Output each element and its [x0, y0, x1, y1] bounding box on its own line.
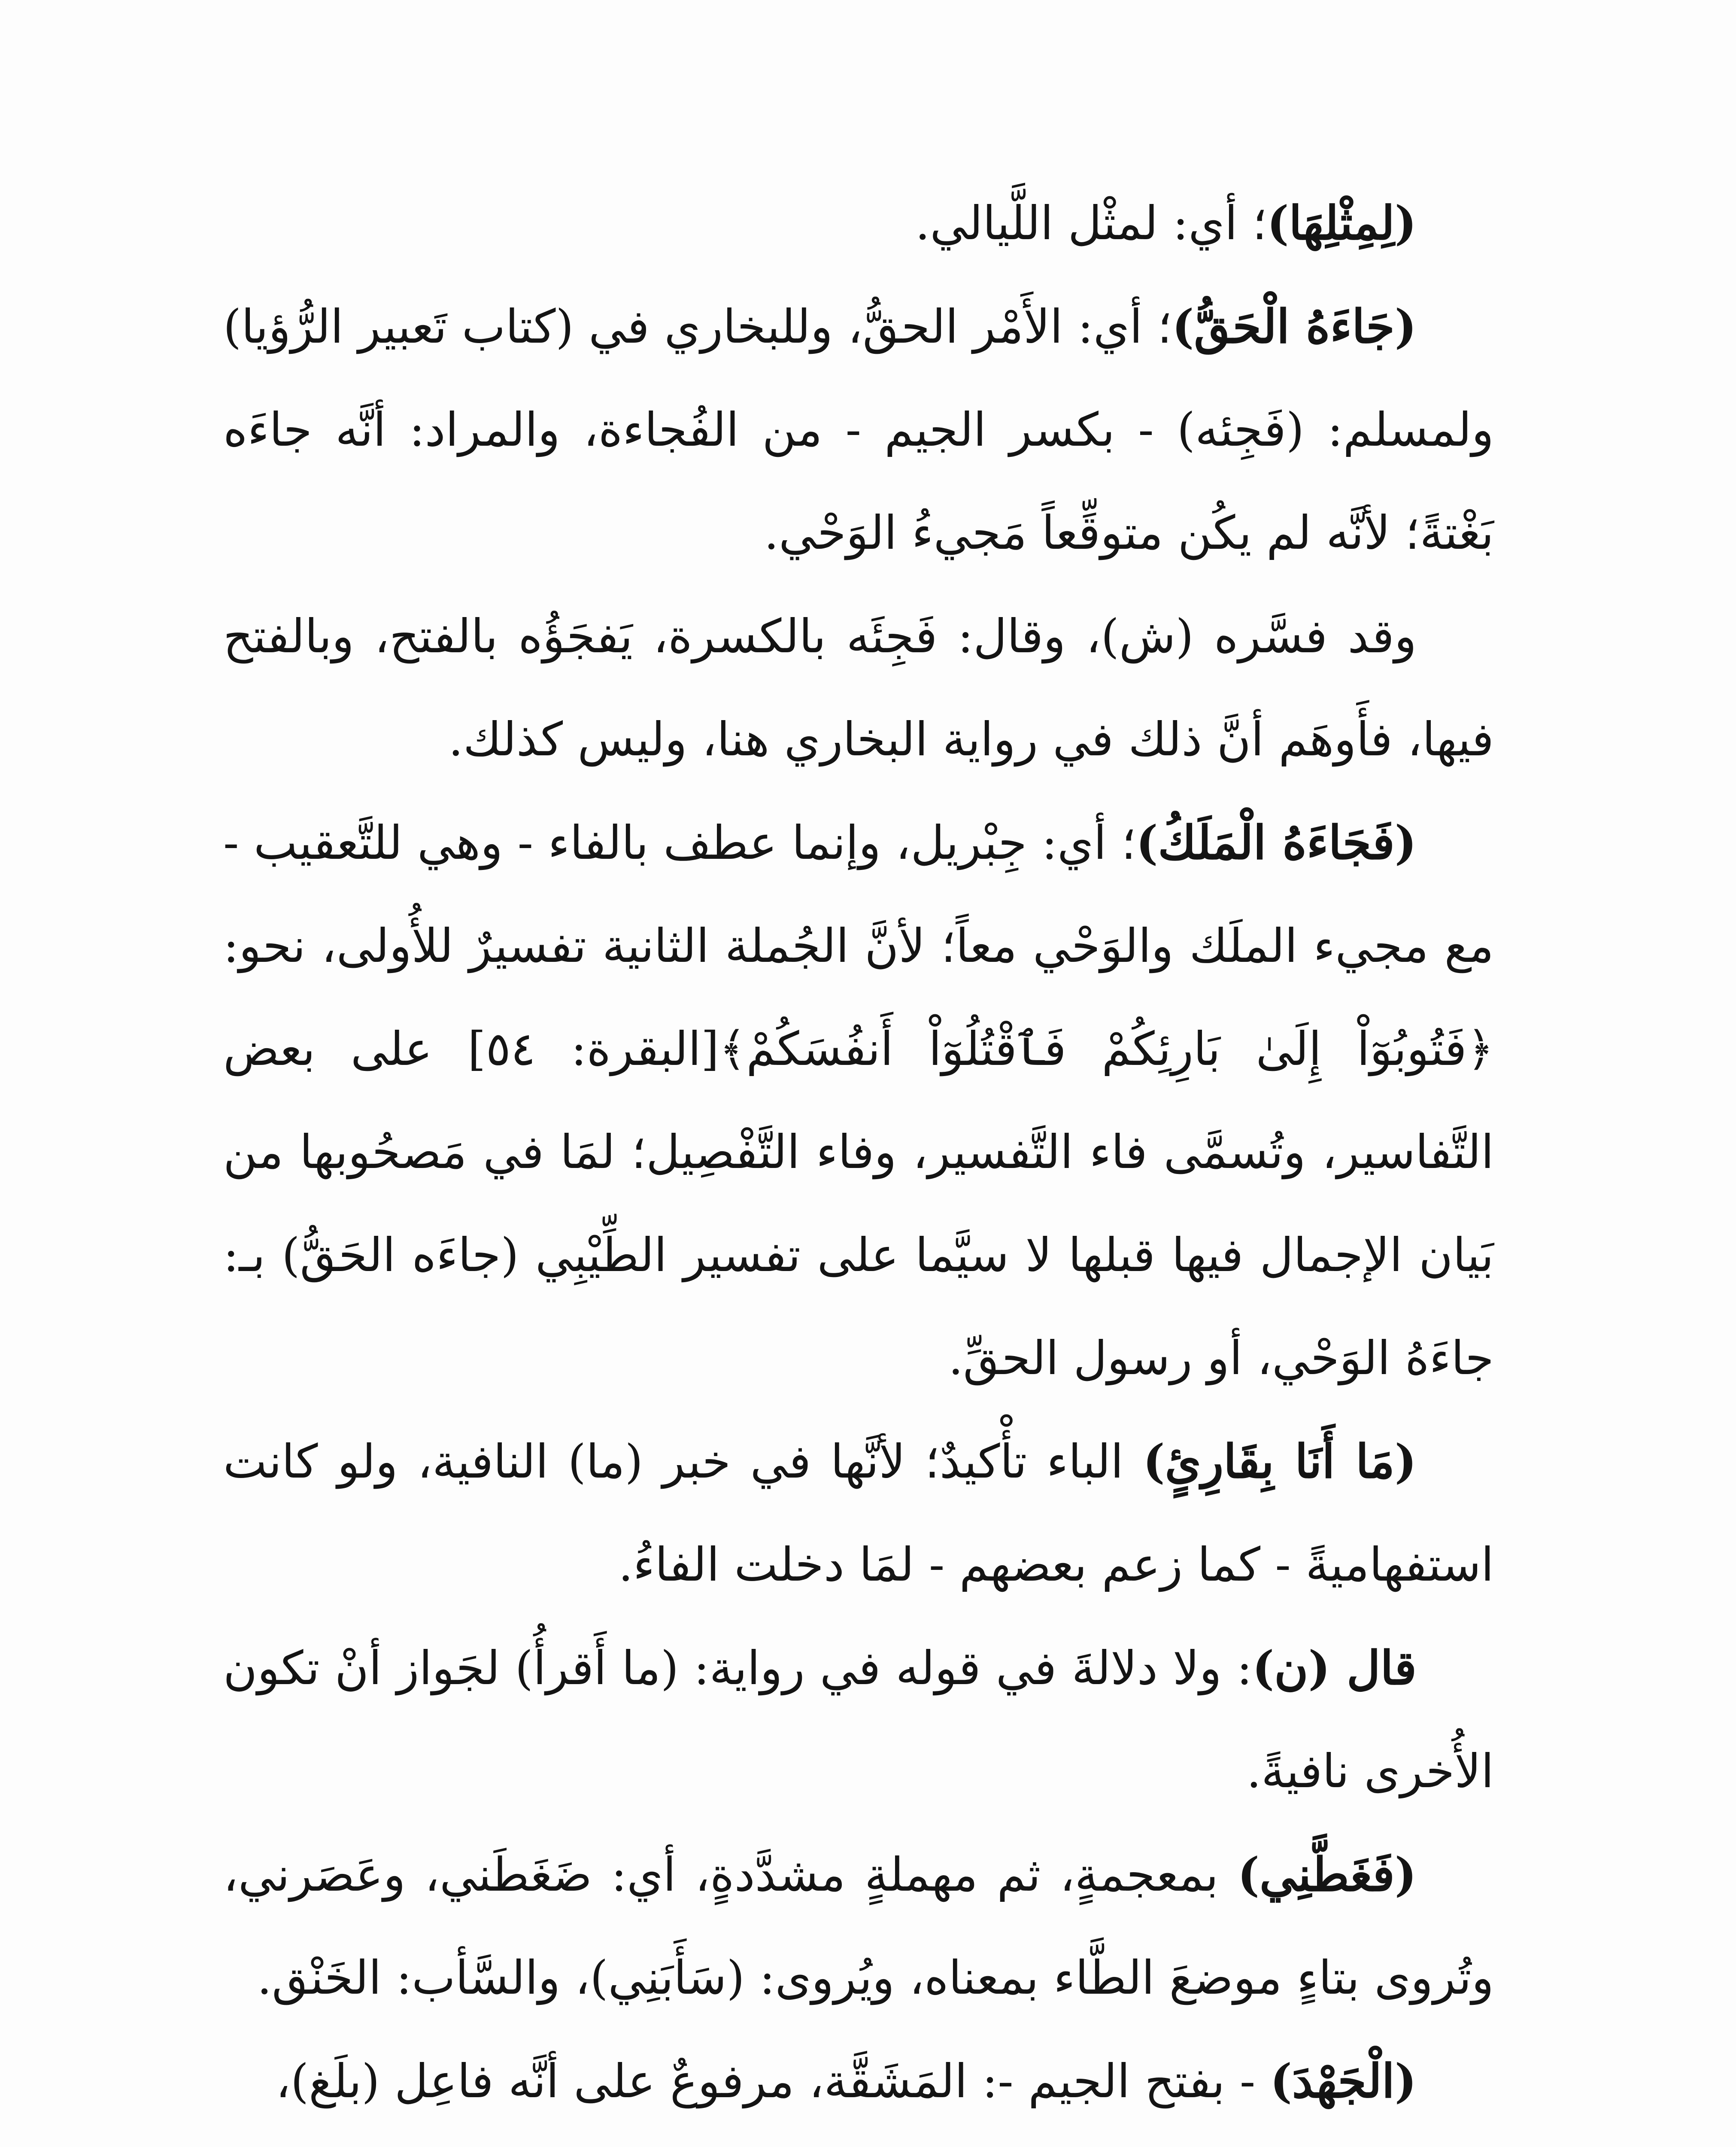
paragraph-lead-term: (لِمِثْلِهَا): [1267, 196, 1417, 250]
paragraph-lead-term: (جَاءَهُ الْحَقُّ): [1172, 300, 1417, 354]
paragraph-body: - بفتح الجيم -: المَشَقَّة، مرفوعٌ على أنَّه فاعِل (بلَغ)،: [276, 2055, 1270, 2108]
paragraph-body: : ولا دلالةَ في قوله في رواية: (ما أَقرأُ) لجَواز أنْ تكون الأُخرى نافيةً.: [223, 1642, 1494, 1798]
paragraph: [223, 1823, 1494, 2030]
paragraph: [223, 791, 1494, 1410]
paragraph-lead-term: (مَا أَنَا بِقَارِئٍ): [1143, 1435, 1417, 1489]
paragraph-body: ؛ أي: جِبْريل، وإنما عطف بالفاء - وهي للتَّعقيب - مع مجيء الملَك والوَحْي معاً؛ لأنَّ الجُملة الثانية تفسيرٌ للأُولى، نحو: ﴿فَتُوبُوٓاْ إِلَىٰ بَارِئِكُمْ فَٱقْتُلُوٓاْ أَنفُسَكُمْ﴾[البقرة: ٥٤] على بعض التَّفاسير، وتُسمَّى فاء التَّفسير، وفاء التَّفْصِيل؛ لمَا في مَصحُوبها من بَيان الإجمال فيها قبلها لا سيَّما على تفسير الطِّيْبِي (جاءَه الحَقُّ) بـ: جاءَهُ الوَحْي، أو رسول الحقِّ.: [223, 816, 1494, 1385]
paragraph: [223, 275, 1494, 585]
paragraph-body: ؛ أي: لمثْل اللَّيالي.: [915, 197, 1267, 250]
paragraph-lead-term: قال (ن): [1252, 1641, 1417, 1695]
paragraph-body: بمعجمةٍ، ثم مهملةٍ مشدَّدةٍ، أي: ضَغَطَني، وعَصَرني، وتُروى بتاءٍ موضعَ الطَّاء بمعناه، ويُروى: (سَأَبَنِي)، والسَّأب: الخَنْق.: [223, 1848, 1494, 2005]
page-body-text: [223, 172, 1494, 2133]
paragraph-body: الباء تأْكيدٌ؛ لأنَّها في خبر (ما) النافية، ولو كانت استفهاميةً - كما زعم بعضهم - لمَا دخلت الفاءُ.: [223, 1435, 1494, 1592]
paragraph-body: ؛ أي: الأَمْر الحقُّ، وللبخاري في (كتاب تَعبير الرُّؤيا) ولمسلم: (فَجِئه) - بكسر الجيم - من الفُجاءة، والمراد: أنَّه جاءَه بَغْتةً؛ لأنَّه لم يكُن متوقِّعاً مَجيءُ الوَحْي.: [223, 300, 1494, 560]
paragraph: [223, 2030, 1494, 2133]
paragraph: [223, 172, 1494, 275]
paragraph-lead-term: (فَجَاءَهُ الْمَلَكُ): [1136, 816, 1417, 870]
paragraph-body: وقد فسَّره (ش)، وقال: فَجِئَه بالكسرة، يَفجَؤُه بالفتح، وبالفتح فيها، فأَوهَم أنَّ ذلك في رواية البخاري هنا، وليس كذلك.: [223, 610, 1494, 766]
paragraph: [223, 585, 1494, 791]
paragraph: [223, 1617, 1494, 1823]
paragraph-lead-term: (الْجَهْدَ): [1270, 2054, 1417, 2108]
paragraph: [223, 1410, 1494, 1617]
paragraph-lead-term: (فَغَطَّنِي): [1237, 1848, 1417, 1902]
